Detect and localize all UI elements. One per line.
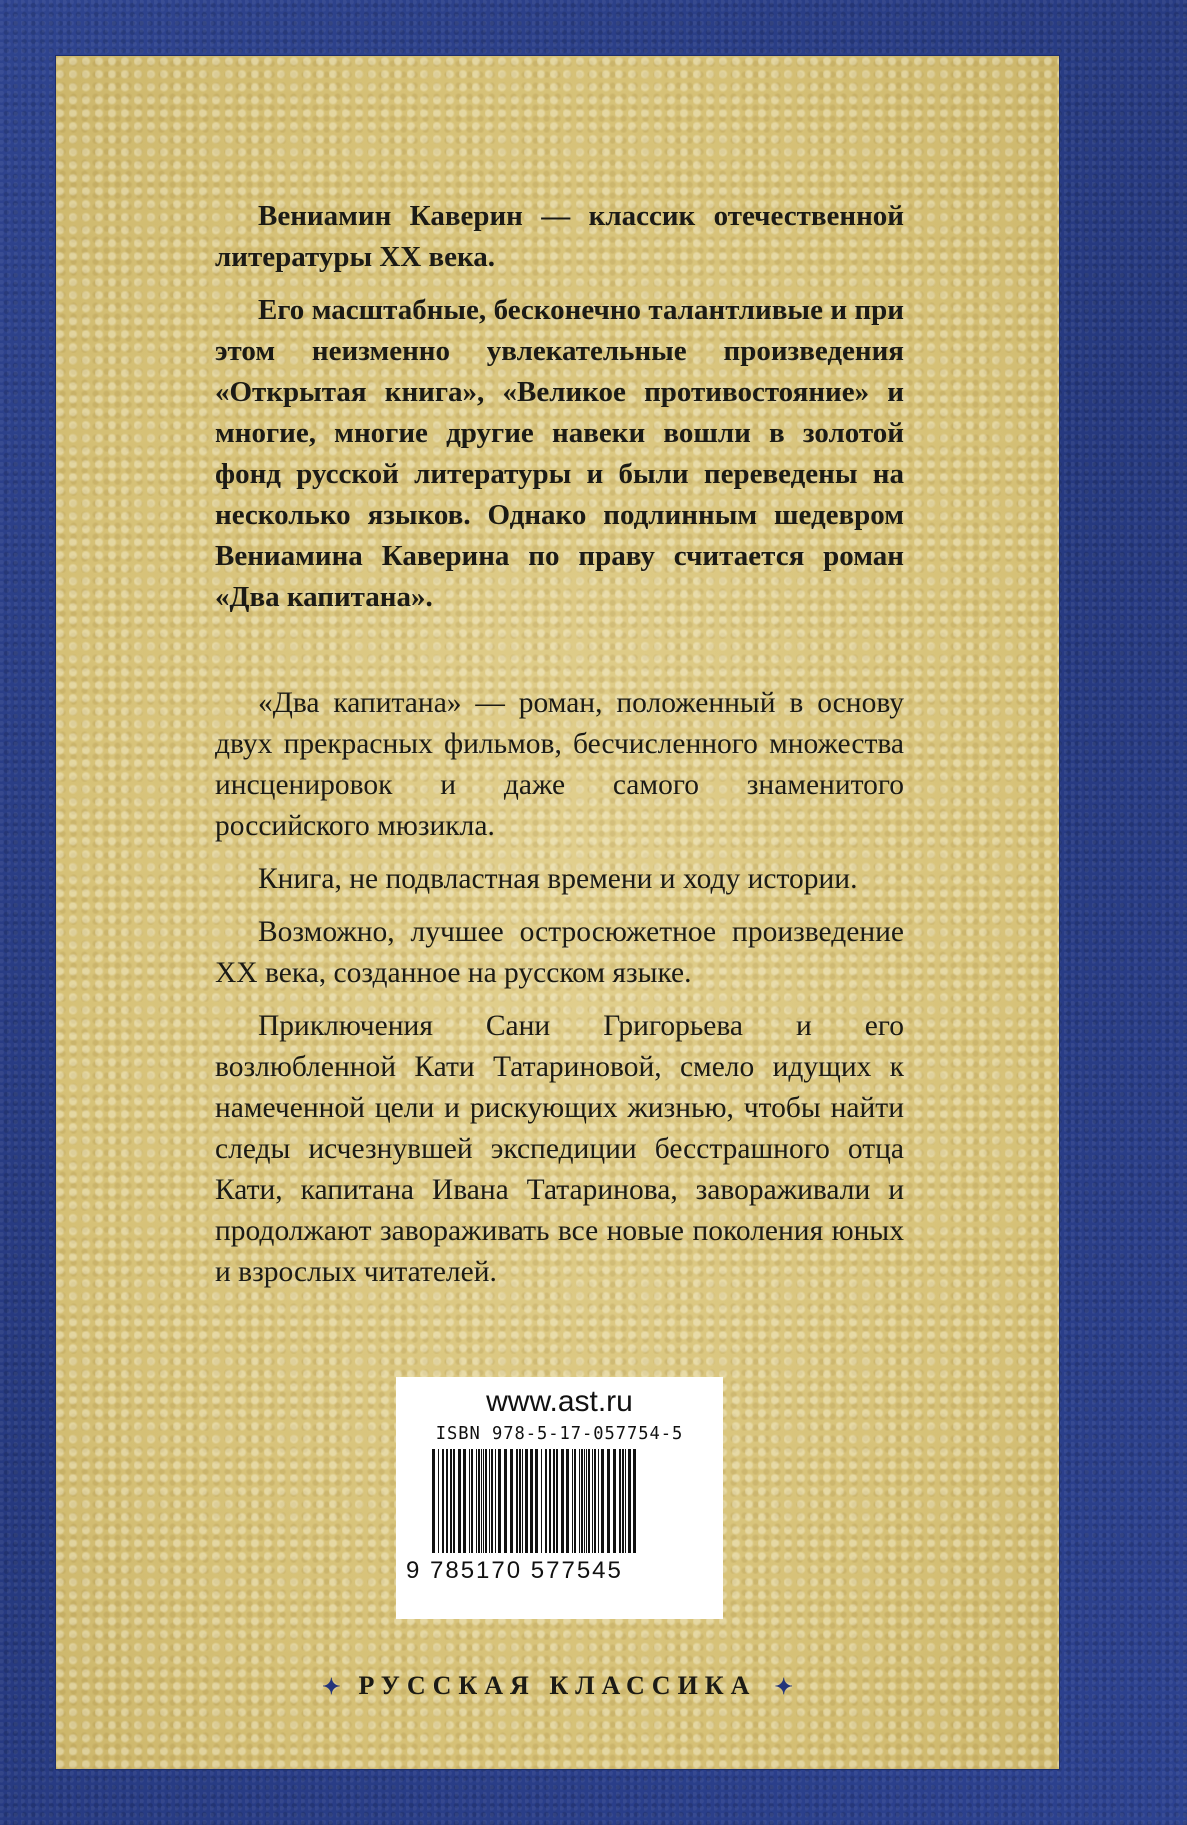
barcode-bar <box>579 1449 580 1553</box>
description-paragraph: Приключения Сани Григорьева и его возлюбленной Кати Татариновой, смело идущих к намеченной цели и рискующих жизнью, чтобы найти следы исчезнувшей экспедиции бесстрашного отца Кати, капитана Ивана Татаринова, завораживали и продолжают завораживать все новые поколения юных и взрослых читателей. <box>215 1010 904 1288</box>
barcode-bar <box>471 1449 473 1553</box>
barcode-bar <box>572 1449 573 1553</box>
barcode-bar <box>598 1449 599 1553</box>
barcode-bar <box>549 1449 551 1553</box>
description-text <box>215 683 904 1305</box>
barcode-bar <box>566 1449 569 1553</box>
barcode-bar <box>530 1449 533 1553</box>
barcode-bar <box>450 1449 452 1553</box>
barcode-bar <box>628 1449 631 1553</box>
barcode-icon <box>410 1449 710 1559</box>
barcode-bar <box>625 1449 626 1553</box>
barcode-bar <box>481 1449 482 1553</box>
barcode-bar <box>541 1449 542 1553</box>
intro-paragraph: Его масштабные, бесконечно талантливые и при этом неизменно увлекательные произведения «Открытая книга», «Великое противостояние» и многие, многие другие навеки вошли в золотой фонд русской литературы и были переведены на несколько языков. Однако подлинным шедевром Вениамина Каверина по праву считается роман «Два капитана». <box>215 294 904 613</box>
barcode-bar <box>519 1449 521 1553</box>
barcode-bar <box>594 1449 596 1553</box>
barcode-bar <box>432 1449 435 1553</box>
barcode-bar <box>489 1449 490 1553</box>
intro-text <box>215 196 904 630</box>
barcode-bar <box>446 1449 448 1553</box>
barcode-bar <box>498 1449 501 1553</box>
description-paragraph: «Два капитана» — роман, положенный в основу двух прекрасных фильмов, бесчисленного множества инсценировок и даже самого знаменитого российского мюзикла. <box>215 687 904 842</box>
barcode-bar <box>601 1449 604 1553</box>
barcode-bar <box>586 1449 587 1553</box>
barcode-bar <box>463 1449 466 1553</box>
barcode-bar <box>622 1449 624 1553</box>
barcode-bar <box>613 1449 616 1553</box>
series-name: РУССКАЯ КЛАССИКА <box>358 1671 757 1700</box>
barcode-bar <box>581 1449 583 1553</box>
isbn-label: ISBN 978-5-17-057754-5 <box>435 1423 684 1444</box>
barcode-bar <box>495 1449 496 1553</box>
barcode-bar <box>516 1449 518 1553</box>
ornament-icon: ✦ <box>322 1674 341 1699</box>
series-title <box>56 1671 1059 1701</box>
barcode-bar <box>574 1449 576 1553</box>
barcode-bar <box>491 1449 493 1553</box>
intro-paragraph: Вениамин Каверин — классик отечественной литературы XX века. <box>215 200 904 273</box>
barcode-bar <box>561 1449 564 1553</box>
barcode-bar <box>584 1449 585 1553</box>
barcode-bar <box>469 1449 470 1553</box>
barcode-bar <box>504 1449 507 1553</box>
barcode-bar <box>442 1449 444 1553</box>
barcode-digits: 9 785170 577545 <box>406 1557 623 1584</box>
barcode-bar <box>458 1449 461 1553</box>
barcode-bar <box>478 1449 480 1553</box>
barcode-bar <box>485 1449 487 1553</box>
barcode-bar <box>535 1449 538 1553</box>
description-paragraph: Возможно, лучшее остросюжетное произведение XX века, созданное на русском языке. <box>215 916 904 989</box>
barcode-bar <box>438 1449 439 1553</box>
description-paragraph: Книга, не подвластная времени и ходу истории. <box>258 863 858 895</box>
ornament-icon: ✦ <box>774 1674 793 1699</box>
barcode-bar <box>522 1449 523 1553</box>
barcode-bar <box>592 1449 593 1553</box>
barcode-bar <box>525 1449 528 1553</box>
barcode-bar <box>556 1449 558 1553</box>
barcode-bar <box>476 1449 477 1553</box>
barcode-bar <box>483 1449 484 1553</box>
barcode-bar <box>510 1449 513 1553</box>
barcode-bar <box>633 1449 636 1553</box>
barcode-bar <box>588 1449 590 1553</box>
barcode-bar <box>545 1449 547 1553</box>
barcode-block <box>396 1377 723 1619</box>
barcode-bar <box>619 1449 621 1553</box>
barcode-bar <box>453 1449 455 1553</box>
barcode-bar <box>607 1449 610 1553</box>
publisher-website: www.ast.ru <box>486 1385 633 1418</box>
barcode-bar <box>553 1449 555 1553</box>
